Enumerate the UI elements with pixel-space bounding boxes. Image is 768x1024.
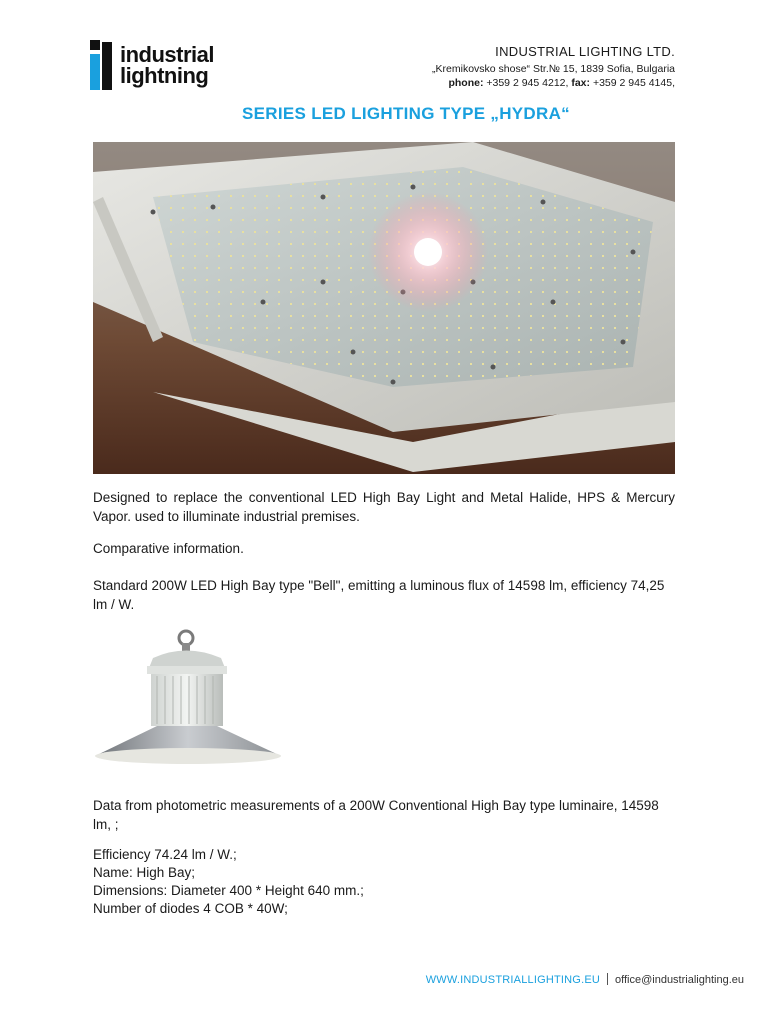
fax-number: +359 2 945 4145, bbox=[592, 77, 675, 89]
company-name: INDUSTRIAL LIGHTING LTD. bbox=[495, 44, 675, 59]
footer-divider bbox=[607, 973, 608, 985]
email-link[interactable]: office@industrialighting.eu bbox=[615, 974, 744, 986]
photometric-paragraph: Data from photometric measurements of a 200W Conventional High Bay type luminaire, 14598 lm, ; bbox=[93, 798, 659, 832]
phone-label: phone: bbox=[448, 77, 484, 89]
logo-line-1: industrial bbox=[120, 42, 215, 67]
spec-dimensions: Dimensions: Diameter 400 * Height 640 mm.; bbox=[93, 883, 364, 898]
intro-paragraph: Designed to replace the conventional LED High Bay Light and Metal Halide, HPS & Mercury Vapor. used to illuminate industrial premises. bbox=[93, 490, 675, 524]
spec-list bbox=[93, 846, 364, 918]
page-title: SERIES LED LIGHTING TYPE „HYDRA“ bbox=[242, 104, 570, 123]
comparative-heading: Comparative information. bbox=[93, 541, 244, 556]
phone-number: +359 2 945 4212, bbox=[486, 77, 569, 89]
spec-efficiency: Efficiency 74.24 lm / W.; bbox=[93, 847, 237, 862]
logo-wordmark bbox=[120, 44, 214, 86]
company-logo bbox=[90, 40, 240, 92]
website-link[interactable]: WWW.INDUSTRIALLIGHTING.EU bbox=[425, 974, 600, 986]
logo-mark-icon bbox=[90, 40, 114, 90]
fax-label: fax: bbox=[571, 77, 591, 89]
standard-paragraph: Standard 200W LED High Bay type "Bell", emitting a luminous flux of 14598 lm, efficiency 74,25 lm / W. bbox=[93, 578, 665, 612]
spec-diodes: Number of diodes 4 COB * 40W; bbox=[93, 901, 288, 916]
logo-line-2: lightning bbox=[120, 63, 209, 88]
spec-name: Name: High Bay; bbox=[93, 865, 196, 880]
bell-high-bay-photo bbox=[93, 628, 283, 778]
company-contacts bbox=[432, 77, 675, 89]
company-info bbox=[432, 44, 675, 89]
hydra-led-panel-photo bbox=[93, 142, 675, 474]
page-footer bbox=[426, 973, 744, 986]
company-address: „Kremikovsko shose“ Str.№ 15, 1839 Sofia, Bulgaria bbox=[432, 63, 675, 75]
